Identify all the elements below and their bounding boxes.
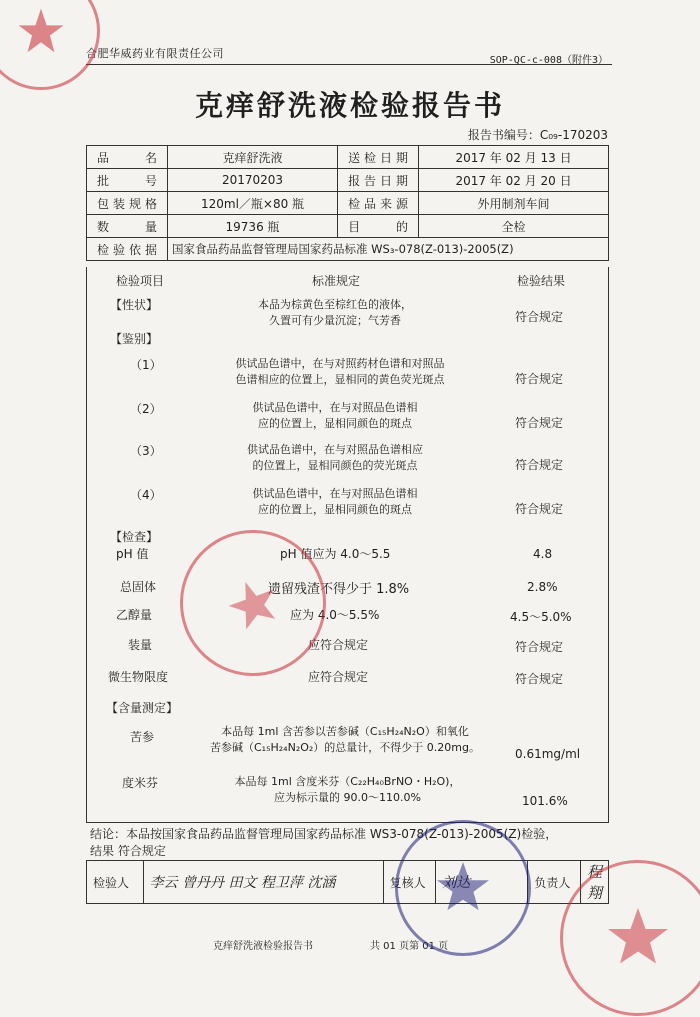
spec-value: 120ml／瓶×80 瓶 [168, 192, 338, 215]
responsible-label: 负责人 [528, 861, 581, 904]
basis-label: 检验依据 [87, 238, 168, 261]
product-value: 克痒舒洗液 [168, 146, 338, 169]
standard-line: 本品每 1ml 含苦参以苦参碱（C₁₅H₂₄N₂O）和氧化 [221, 725, 469, 738]
section-assay: 【含量测定】 [106, 701, 179, 715]
inspection-standard: 应为 4.0～5.5% [290, 608, 380, 622]
stamp-seal-bottom-center [395, 820, 531, 956]
identification-number: （2） [130, 402, 162, 416]
batch-value: 20170203 [168, 169, 338, 192]
standard-line: 供试品色谱中，在与对照品色谱相 [252, 401, 418, 414]
identification-result: 符合规定 [515, 416, 564, 430]
conclusion-line: 结论：本品按国家食品药品监督管理局国家药品标准 WS3-078(Z-013)-2005(Z)检验， [90, 827, 558, 841]
standard-line: 本品为棕黄色至棕红色的液体， [258, 298, 412, 311]
appearance-result: 符合规定 [515, 310, 564, 324]
inspection-standard: 遗留残渣不得少于 1.8% [268, 582, 410, 597]
identification-standard [210, 442, 460, 474]
responsible-signature-text: 程 翔 [586, 863, 602, 902]
purpose-value: 全检 [419, 215, 609, 238]
section-inspection: 【检查】 [110, 530, 159, 544]
report-date-label: 报告日期 [338, 169, 419, 192]
conclusion [90, 826, 610, 860]
standard-line: 应为标示量的 90.0～110.0% [274, 791, 421, 804]
standard-line: 供试品色谱中，在与对照品色谱相 [252, 487, 418, 500]
star-icon [398, 823, 528, 953]
header-divider [86, 64, 612, 65]
standard-line: 苦参碱（C₁₅H₂₄N₂O₂）的总量计，不得少于 0.20mg。 [210, 741, 480, 754]
identification-number: （4） [130, 488, 162, 502]
inspection-standard: pH 值应为 4.0～5.5 [280, 547, 391, 561]
appearance-standard [230, 297, 440, 329]
inspection-item: 乙醇量 [116, 608, 153, 622]
company-name: 合肥华威药业有限责任公司 [86, 47, 224, 60]
document-code: SOP-QC-c-008（附件3） [489, 55, 608, 66]
quantity-label: 数 量 [87, 215, 168, 238]
standard-line: 色谱相应的位置上，显相同的黄色荧光斑点 [235, 373, 445, 386]
star-icon [563, 863, 700, 1013]
assay-result: 0.61mg/ml [515, 747, 581, 761]
column-header-item: 检验项目 [116, 274, 165, 288]
column-header-result: 检验结果 [517, 274, 566, 288]
inspection-item: 微生物限度 [108, 670, 169, 684]
inspection-result: 4.5～5.0% [510, 610, 572, 624]
column-header-standard: 标准规定 [312, 274, 361, 288]
inspection-item: 装量 [128, 638, 153, 652]
identification-result: 符合规定 [515, 372, 564, 386]
report-date-value: 2017 年 02 月 20 日 [419, 169, 609, 192]
footer-page-number: 共 01 页第 01 页 [370, 941, 449, 952]
inspection-result: 符合规定 [515, 672, 564, 686]
standard-line: 供试品色谱中，在与对照药材色谱和对照品 [235, 357, 445, 370]
purpose-label: 目 的 [338, 215, 419, 238]
star-icon [0, 0, 97, 87]
stamp-seal-top-left [0, 0, 100, 90]
inspection-standard: 应符合规定 [308, 638, 369, 652]
identification-standard [205, 356, 475, 388]
assay-item: 度米芬 [122, 776, 159, 790]
inspection-item: pH 值 [116, 547, 149, 561]
identification-standard [210, 486, 460, 518]
assay-item: 苦参 [130, 730, 155, 744]
quantity-value: 19736 瓶 [168, 215, 338, 238]
source-label: 检品来源 [338, 192, 419, 215]
inspection-result: 2.8% [527, 580, 558, 594]
standard-line: 本品每 1ml 含度米芬（C₂₂H₄₀BrNO・H₂O)， [234, 775, 461, 788]
standard-line: 应的位置上，显相同颜色的斑点 [258, 417, 412, 430]
conclusion-divider [86, 822, 609, 823]
basis-value: 国家食品药品监督管理局国家药品标准 WS₃-078(Z-013)-2005(Z) [168, 238, 609, 261]
inspection-item: 总固体 [120, 580, 157, 594]
info-row [87, 238, 609, 261]
report-title: 克痒舒洗液检验报告书 [194, 89, 505, 122]
submit-date-label: 送检日期 [338, 146, 419, 169]
inspector-label: 检验人 [87, 861, 144, 904]
identification-result: 符合规定 [515, 458, 564, 472]
submit-date-value: 2017 年 02 月 13 日 [419, 146, 609, 169]
info-row [87, 192, 609, 215]
info-row [87, 146, 609, 169]
section-appearance: 【性状】 [110, 298, 159, 312]
inspector-signature-text: 李云 曾丹丹 田文 程卫萍 沈涵 [149, 875, 336, 891]
report-number: 报告书编号：C₀₉-170203 [467, 128, 608, 142]
assay-standard [200, 724, 490, 756]
info-row [87, 169, 609, 192]
identification-number: （3） [130, 444, 162, 458]
standard-line: 供试品色谱中，在与对照品色谱相应 [247, 443, 423, 456]
standard-line: 的位置上，显相同颜色的荧光斑点 [252, 459, 418, 472]
info-table [86, 145, 609, 261]
assay-result: 101.6% [522, 794, 568, 808]
footer-title: 克痒舒洗液检验报告书 [213, 941, 313, 952]
assay-standard [210, 774, 485, 806]
standard-line: 久置可有少量沉淀；气芳香 [269, 314, 401, 327]
spec-label: 包装规格 [87, 192, 168, 215]
source-value: 外用制剂车间 [419, 192, 609, 215]
section-identification: 【鉴别】 [110, 332, 159, 346]
inspector-signature [143, 861, 383, 904]
batch-label: 批 号 [87, 169, 168, 192]
inspection-result: 4.8 [533, 547, 553, 561]
standard-line: 应的位置上，显相同颜色的斑点 [258, 503, 412, 516]
product-label: 品 名 [87, 146, 168, 169]
stamp-seal-bottom-right [560, 860, 700, 1016]
inspection-standard: 应符合规定 [308, 670, 369, 684]
identification-number: （1） [130, 358, 162, 372]
info-row [87, 215, 609, 238]
reviewer-label: 复核人 [383, 861, 436, 904]
inspection-result: 符合规定 [515, 640, 564, 654]
identification-result: 符合规定 [515, 502, 564, 516]
conclusion-line: 结果 符合规定 [90, 844, 166, 858]
identification-standard [210, 400, 460, 432]
